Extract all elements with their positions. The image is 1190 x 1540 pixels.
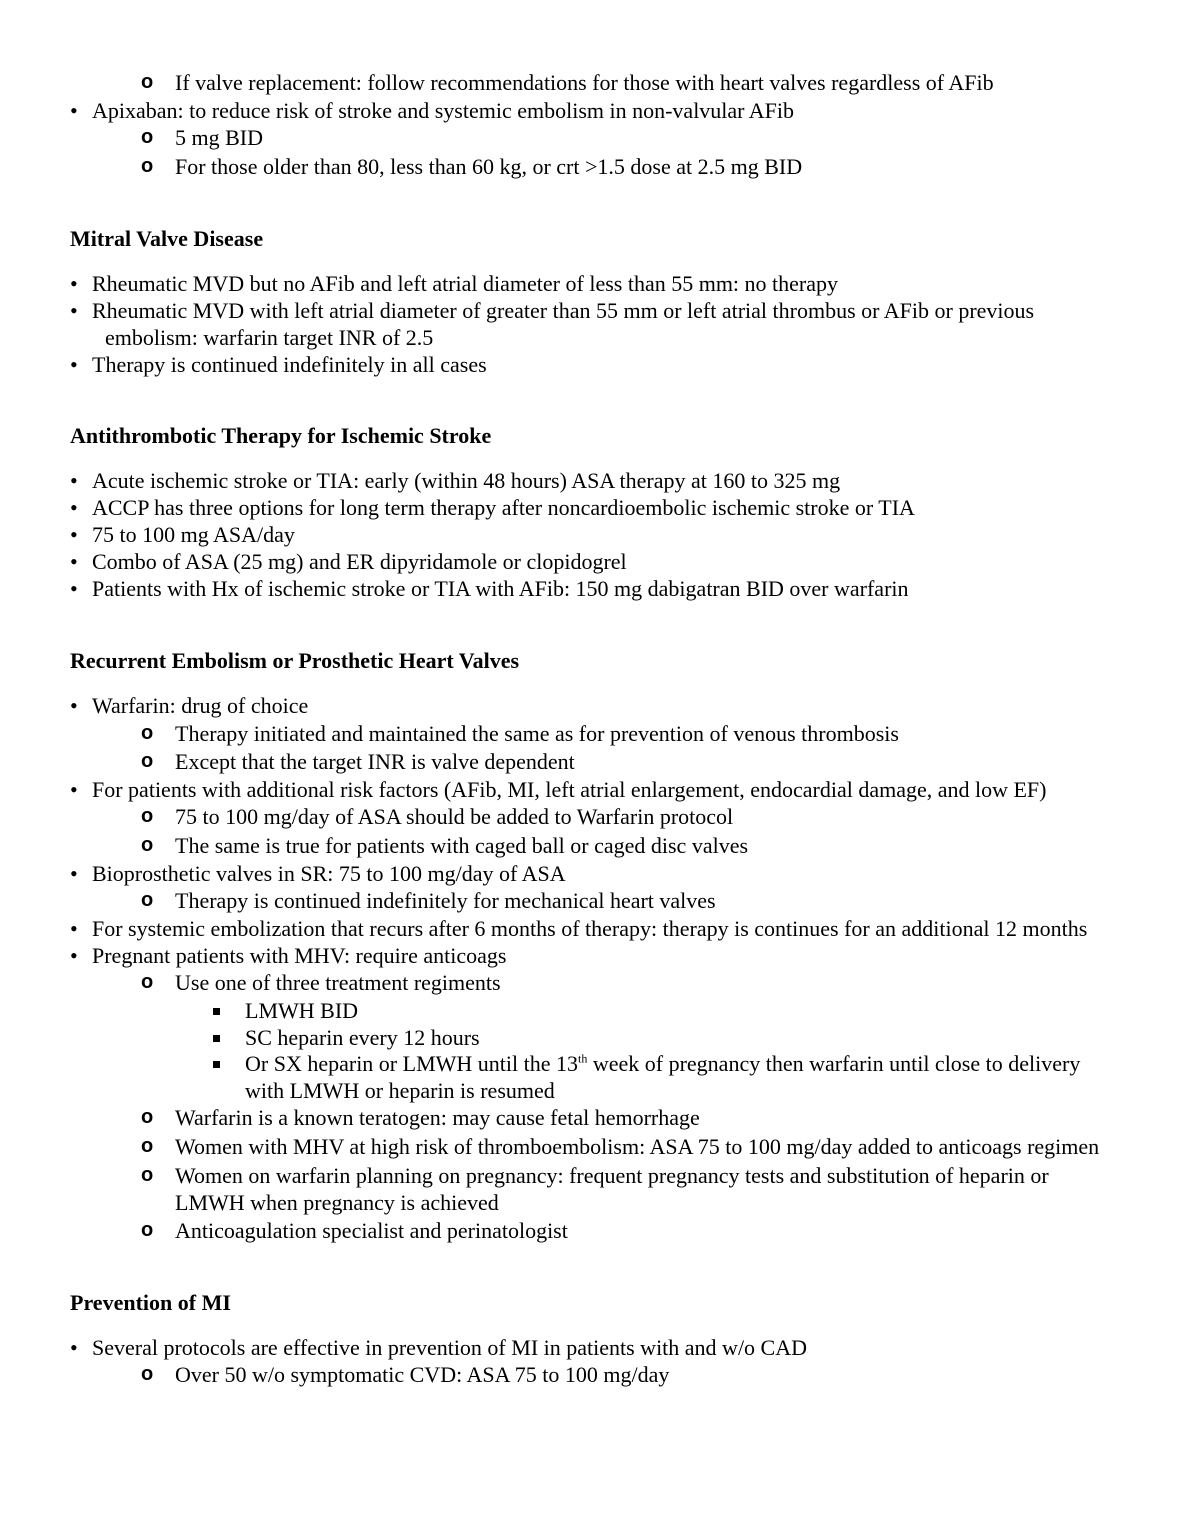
list-item-text: SC heparin every 12 hours <box>245 1025 480 1050</box>
circle-bullet-icon: o <box>141 889 154 911</box>
list-item-text: Therapy is continued indefinitely for mechanical heart valves <box>175 888 716 913</box>
bullet-icon: • <box>70 576 78 601</box>
regimen-text-start: Or SX heparin or LMWH until the 13 <box>245 1051 578 1076</box>
list-item <box>70 1104 1110 1131</box>
section-heading-mi: Prevention of MI <box>70 1290 231 1315</box>
circle-bullet-icon: o <box>141 71 154 93</box>
list-item-text: Use one of three treatment regiments <box>175 970 501 995</box>
circle-bullet-icon: o <box>141 126 154 148</box>
circle-bullet-icon: o <box>141 1135 154 1157</box>
list-item-text: Several protocols are effective in prevention of MI in patients with and w/o CAD <box>92 1335 808 1360</box>
circle-bullet-icon: o <box>141 1164 154 1186</box>
circle-bullet-icon: o <box>141 750 154 772</box>
list-item-text: ACCP has three options for long term therapy after noncardioembolic ischemic stroke or TIA <box>92 495 915 520</box>
list-item <box>70 124 1110 151</box>
list-item <box>70 521 1110 548</box>
list-item-text: Therapy initiated and maintained the same as for prevention of venous thrombosis <box>175 721 899 746</box>
list-item-text: 75 to 100 mg ASA/day <box>92 522 295 547</box>
regimen-text-end: week of pregnancy then warfarin until close to delivery with LMWH or heparin is resumed <box>245 1051 1081 1103</box>
list-item-text: For systemic embolization that recurs after 6 months of therapy: therapy is continues for an additional 12 months <box>92 916 1088 941</box>
circle-bullet-icon: o <box>141 805 154 827</box>
list-item <box>70 803 1110 830</box>
list-item <box>70 1334 1110 1361</box>
list-item <box>70 97 1110 124</box>
square-bullet-icon <box>213 1035 220 1042</box>
list-item-text: 5 mg BID <box>175 125 263 150</box>
list-item <box>70 69 1110 96</box>
section-heading-mitral: Mitral Valve Disease <box>70 226 264 251</box>
circle-bullet-icon: o <box>141 155 154 177</box>
list-item <box>70 776 1110 803</box>
circle-bullet-icon: o <box>141 1219 154 1241</box>
list-item <box>70 153 1110 180</box>
square-bullet-icon <box>213 1061 220 1068</box>
list-item <box>70 860 1110 887</box>
bullet-icon: • <box>70 943 78 968</box>
section-heading-recurrent: Recurrent Embolism or Prosthetic Heart Valves <box>70 648 520 673</box>
list-item <box>70 915 1110 942</box>
list-item <box>70 1050 1110 1104</box>
list-item-text: Therapy is continued indefinitely in all cases <box>92 352 487 377</box>
list-item-text <box>245 1051 1080 1103</box>
list-item-text: Anticoagulation specialist and perinatologist <box>175 1218 568 1243</box>
square-bullet-icon <box>213 1008 220 1015</box>
list-item <box>70 1162 1110 1216</box>
bullet-icon: • <box>70 468 78 493</box>
list-item-text: If valve replacement: follow recommendations for those with heart valves regardless of AFib <box>175 70 994 95</box>
list-item-text: Rheumatic MVD with left atrial diameter of greater than 55 mm or left atrial thrombus or AFib or previous embolism: warfarin target INR of 2.5 <box>92 298 1035 350</box>
list-item <box>70 887 1110 914</box>
bullet-icon: • <box>70 777 78 802</box>
list-item-text: LMWH BID <box>245 998 359 1023</box>
bullet-icon: • <box>70 916 78 941</box>
list-item-text: Pregnant patients with MHV: require anticoags <box>92 943 507 968</box>
circle-bullet-icon: o <box>141 1106 154 1128</box>
bullet-icon: • <box>70 549 78 574</box>
list-item <box>70 997 1110 1024</box>
document-page <box>70 69 1110 1388</box>
bullet-icon: • <box>70 98 78 123</box>
list-item-text: Over 50 w/o symptomatic CVD: ASA 75 to 100 mg/day <box>175 1362 670 1387</box>
list-item-text: Patients with Hx of ischemic stroke or TIA with AFib: 150 mg dabigatran BID over warfarin <box>92 576 909 601</box>
list-item-text: Women on warfarin planning on pregnancy: frequent pregnancy tests and substitution of heparin or LMWH when pregnancy is achieved <box>175 1163 1049 1215</box>
list-item-text: 75 to 100 mg/day of ASA should be added to Warfarin protocol <box>175 804 734 829</box>
bullet-icon: • <box>70 352 78 377</box>
superscript-ordinal: th <box>578 1051 588 1066</box>
list-item <box>70 467 1110 494</box>
list-item <box>70 1133 1110 1160</box>
section-heading-stroke: Antithrombotic Therapy for Ischemic Stroke <box>70 423 492 448</box>
list-item <box>70 297 1110 351</box>
list-item <box>70 270 1110 297</box>
list-item-text: Warfarin: drug of choice <box>92 693 309 718</box>
bullet-icon: • <box>70 1335 78 1360</box>
list-item-text: Except that the target INR is valve dependent <box>175 749 575 774</box>
bullet-icon: • <box>70 495 78 520</box>
list-item <box>70 692 1110 719</box>
list-item <box>70 494 1110 521</box>
list-item <box>70 1024 1110 1051</box>
list-item-text: Warfarin is a known teratogen: may cause fetal hemorrhage <box>175 1105 700 1130</box>
list-item-text: Combo of ASA (25 mg) and ER dipyridamole or clopidogrel <box>92 549 627 574</box>
list-item-text: The same is true for patients with caged ball or caged disc valves <box>175 833 749 858</box>
list-item-text: For patients with additional risk factors (AFib, MI, left atrial enlargement, endocardial damage, and low EF) <box>92 777 1047 802</box>
list-item-text: Women with MHV at high risk of thromboembolism: ASA 75 to 100 mg/day added to anticoags regimen <box>175 1134 1100 1159</box>
list-item <box>70 548 1110 575</box>
bullet-icon: • <box>70 298 78 323</box>
list-item <box>70 575 1110 602</box>
circle-bullet-icon: o <box>141 971 154 993</box>
bullet-icon: • <box>70 861 78 886</box>
bullet-icon: • <box>70 522 78 547</box>
list-item <box>70 1361 1110 1388</box>
list-item <box>70 351 1110 378</box>
circle-bullet-icon: o <box>141 722 154 744</box>
list-item-text: Acute ischemic stroke or TIA: early (within 48 hours) ASA therapy at 160 to 325 mg <box>92 468 841 493</box>
list-item <box>70 720 1110 747</box>
circle-bullet-icon: o <box>141 1363 154 1385</box>
bullet-icon: • <box>70 271 78 296</box>
list-item <box>70 969 1110 996</box>
list-item-text: Bioprosthetic valves in SR: 75 to 100 mg/day of ASA <box>92 861 566 886</box>
list-item <box>70 1217 1110 1244</box>
list-item <box>70 942 1110 969</box>
list-item-text: Rheumatic MVD but no AFib and left atrial diameter of less than 55 mm: no therapy <box>92 271 839 296</box>
list-item <box>70 832 1110 859</box>
bullet-icon: • <box>70 693 78 718</box>
list-item <box>70 748 1110 775</box>
list-item-text: For those older than 80, less than 60 kg, or crt >1.5 dose at 2.5 mg BID <box>175 154 803 179</box>
circle-bullet-icon: o <box>141 834 154 856</box>
list-item-text: Apixaban: to reduce risk of stroke and systemic embolism in non-valvular AFib <box>92 98 795 123</box>
